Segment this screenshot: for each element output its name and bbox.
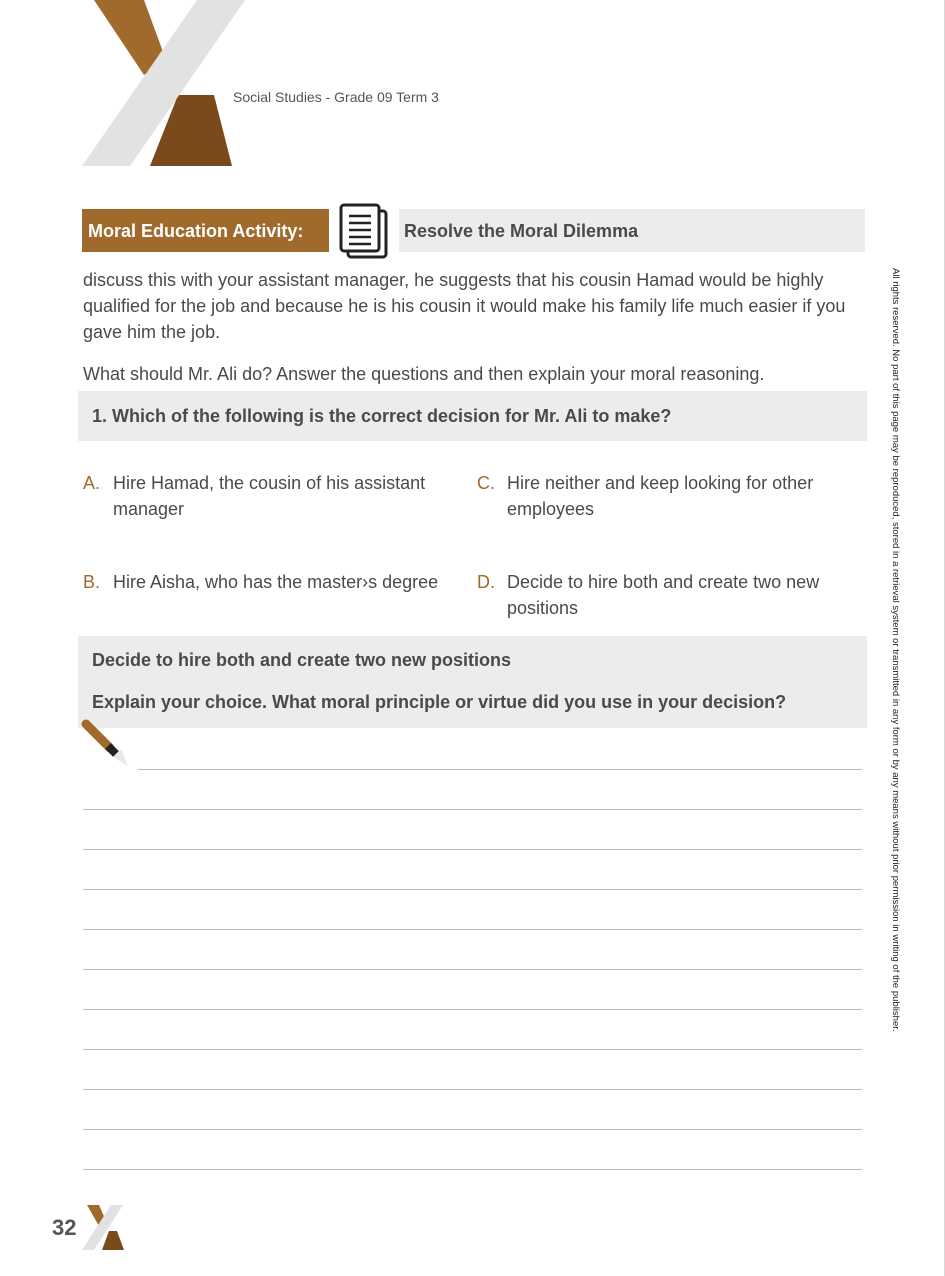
writing-line[interactable] bbox=[83, 889, 862, 890]
header-logo bbox=[82, 0, 252, 170]
writing-line[interactable] bbox=[138, 769, 862, 770]
writing-line[interactable] bbox=[83, 929, 862, 930]
question-text: 1. Which of the following is the correct decision for Mr. Ali to make? bbox=[78, 391, 867, 441]
explain-prompt: Explain your choice. What moral principle or virtue did you use in your decision? bbox=[92, 692, 787, 712]
option-text: Hire neither and keep looking for other employees bbox=[507, 473, 814, 519]
option-text: Hire Aisha, who has the master›s degree bbox=[113, 572, 439, 592]
header-subtitle: Social Studies - Grade 09 Term 3 bbox=[233, 89, 439, 105]
option-letter: B. bbox=[83, 572, 101, 592]
copyright-note: All rights reserved. No part of this page may be reproduced, stored in a retrieval system or transmitted in any form or by any means without prior permission in writing of the publisher. bbox=[890, 268, 901, 1032]
writing-line[interactable] bbox=[83, 1009, 862, 1010]
writing-line[interactable] bbox=[83, 969, 862, 970]
page-number: 32 bbox=[52, 1215, 77, 1240]
option-text: Hire Hamad, the cousin of his assistant manager bbox=[113, 473, 426, 519]
option-letter: C. bbox=[477, 473, 495, 493]
activity-title: Resolve the Moral Dilemma bbox=[399, 209, 865, 252]
writing-line[interactable] bbox=[83, 1049, 862, 1050]
option-a[interactable] bbox=[83, 470, 453, 522]
answer-box bbox=[78, 636, 867, 728]
activity-label: Moral Education Activity: bbox=[82, 209, 329, 252]
option-d[interactable] bbox=[477, 569, 847, 621]
document-icon bbox=[338, 202, 390, 260]
pen-icon bbox=[80, 718, 132, 770]
instructions-prompt: What should Mr. Ali do? Answer the questions and then explain your moral reasoning. bbox=[83, 364, 765, 384]
writing-line[interactable] bbox=[83, 849, 862, 850]
option-c[interactable] bbox=[477, 470, 847, 522]
scenario-paragraph: discuss this with your assistant manager, he suggests that his cousin Hamad would be highly qualified for the job and because he is his cousin it would make his family life much easier if you gave him the job. bbox=[83, 270, 846, 342]
option-b[interactable] bbox=[83, 569, 468, 595]
option-letter: A. bbox=[83, 473, 101, 493]
writing-line[interactable] bbox=[83, 1129, 862, 1130]
option-text: Decide to hire both and create two new positions bbox=[507, 572, 820, 618]
writing-line[interactable] bbox=[83, 1089, 862, 1090]
option-letter: D. bbox=[477, 572, 495, 592]
footer-logo bbox=[82, 1205, 126, 1251]
writing-line[interactable] bbox=[83, 809, 862, 810]
writing-line[interactable] bbox=[83, 1169, 862, 1170]
selected-answer: Decide to hire both and create two new positions bbox=[92, 650, 512, 670]
